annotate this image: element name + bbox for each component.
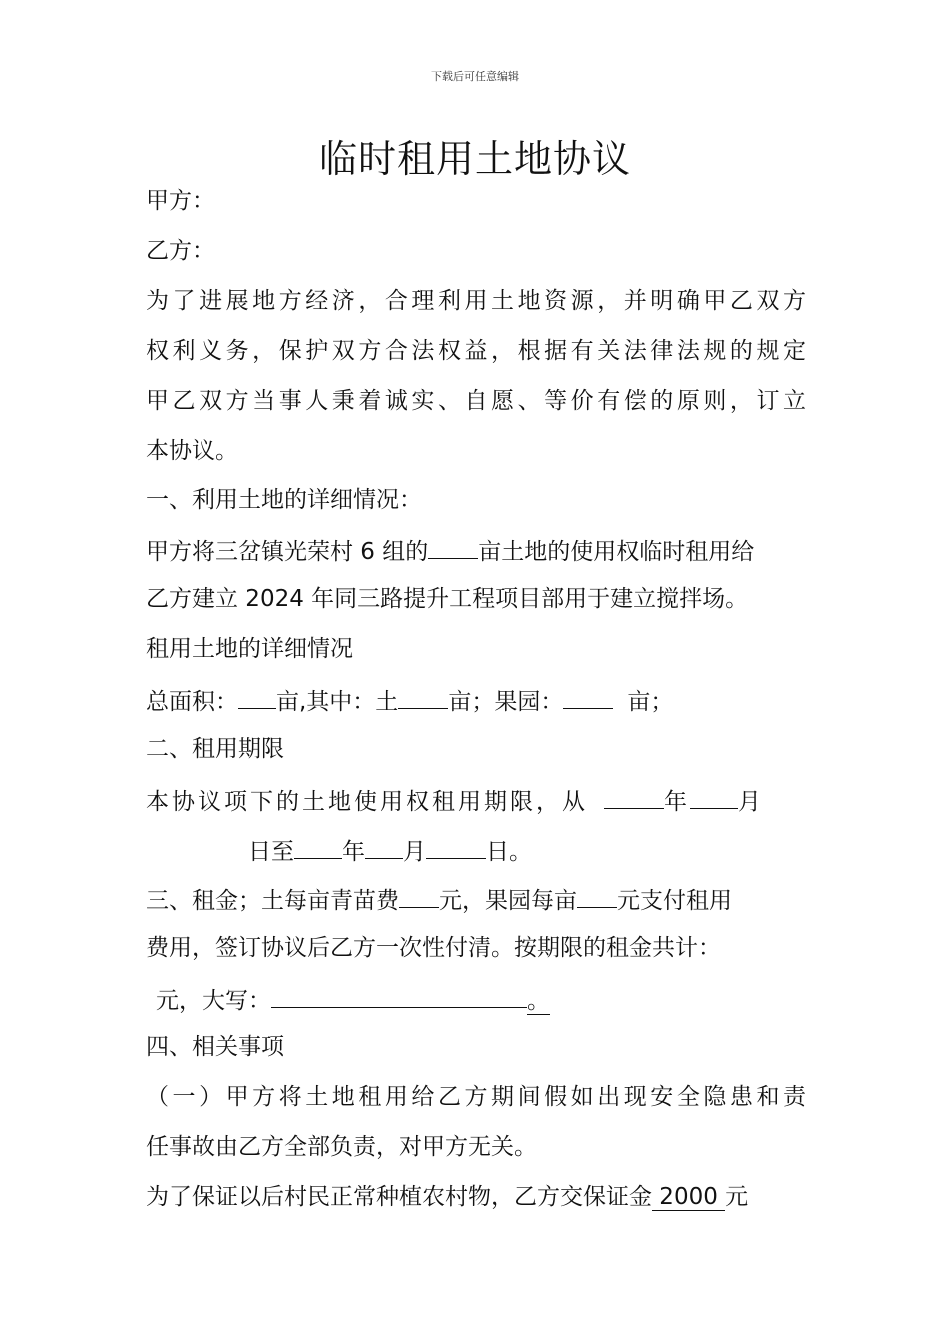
start-day-unit: 日至 bbox=[248, 839, 294, 865]
intro-line-1: 为了进展地方经济，合理利用土地资源，并明确甲乙双方 bbox=[146, 288, 806, 314]
total-area-field[interactable] bbox=[238, 684, 276, 709]
start-year-field[interactable] bbox=[604, 784, 664, 809]
end-month-field[interactable] bbox=[365, 834, 403, 859]
rent-in-words-field[interactable] bbox=[271, 983, 527, 1008]
section-3-line-2: 费用，签订协议后乙方一次性付清。按期限的租金共计： bbox=[146, 935, 721, 961]
deposit-unit: 元 bbox=[725, 1184, 749, 1210]
end-month-unit: 月 bbox=[403, 839, 426, 865]
start-year-unit: 年 bbox=[664, 789, 690, 815]
soil-area-label: 亩,其中：土 bbox=[276, 689, 399, 715]
section-2-heading: 二、租用期限 bbox=[146, 736, 284, 762]
document-title: 临时租用土地协议 bbox=[318, 137, 631, 181]
section-2-line-2 bbox=[248, 834, 532, 867]
end-day-unit: 日。 bbox=[486, 839, 532, 865]
section-4-item-1-line-1: （一）甲方将土地租用给乙方期间假如出现安全隐患和责 bbox=[146, 1084, 806, 1110]
party-a-label: 甲方： bbox=[146, 188, 215, 214]
area-line bbox=[146, 684, 673, 717]
section-4-item-1-line-2: 任事故由乙方全部负责，对甲方无关。 bbox=[146, 1134, 537, 1160]
orchard-fee-label: 元，果园每亩 bbox=[439, 888, 577, 914]
orchard-fee-field[interactable] bbox=[577, 883, 617, 908]
deposit-amount: 2000 bbox=[652, 1184, 726, 1210]
intro-line-2: 权利义务，保护双方合法权益，根据有关法律法规的规定 bbox=[146, 338, 806, 364]
land-detail-heading: 租用土地的详细情况 bbox=[146, 636, 353, 662]
soil-area-field[interactable] bbox=[398, 684, 448, 709]
end-year-unit: 年 bbox=[342, 839, 365, 865]
start-month-unit: 月 bbox=[738, 789, 764, 815]
total-rent-label: 元，大写： bbox=[156, 988, 271, 1014]
end-year-field[interactable] bbox=[294, 834, 342, 859]
orchard-area-label: 亩；果园： bbox=[448, 689, 564, 715]
section-1-line-1 bbox=[146, 534, 754, 567]
deposit-label: 为了保证以后村民正常种植农村物，乙方交保证金 bbox=[146, 1184, 652, 1210]
term-label: 本协议项下的土地使用权租用期限，从 bbox=[146, 789, 588, 815]
section-1-line-1-end: 亩土地的使用权临时租用给 bbox=[478, 539, 755, 565]
rent-line-end: 。 bbox=[527, 988, 550, 1014]
header-note: 下载后可任意编辑 bbox=[431, 70, 519, 83]
rent-label: 三、租金；土每亩青苗费 bbox=[146, 888, 399, 914]
section-1-heading: 一、利用土地的详细情况： bbox=[146, 487, 422, 513]
end-day-field[interactable] bbox=[426, 834, 486, 859]
section-3-line-3 bbox=[156, 983, 550, 1016]
section-1-line-2: 乙方建立 2024 年同三路提升工程项目部用于建立搅拌场。 bbox=[146, 586, 749, 612]
intro-line-3: 甲乙双方当事人秉着诚实、自愿、等价有偿的原则，订立 bbox=[146, 388, 806, 414]
deposit-line bbox=[146, 1182, 748, 1212]
section-3-line-1 bbox=[146, 883, 732, 916]
section-2-line-1 bbox=[146, 784, 764, 817]
rent-payment-label: 元支付租用 bbox=[617, 888, 732, 914]
party-b-label: 乙方： bbox=[146, 238, 215, 264]
intro-line-4: 本协议。 bbox=[146, 438, 238, 464]
crop-fee-field[interactable] bbox=[399, 883, 439, 908]
blank-area-field[interactable] bbox=[428, 534, 478, 559]
section-4-heading: 四、相关事项 bbox=[146, 1034, 284, 1060]
orchard-area-unit: 亩； bbox=[627, 689, 674, 715]
start-month-field[interactable] bbox=[690, 784, 738, 809]
section-1-line-1-start: 甲方将三岔镇光荣村 6 组的 bbox=[146, 539, 429, 565]
orchard-area-field[interactable] bbox=[563, 684, 613, 709]
total-area-label: 总面积： bbox=[146, 689, 238, 715]
